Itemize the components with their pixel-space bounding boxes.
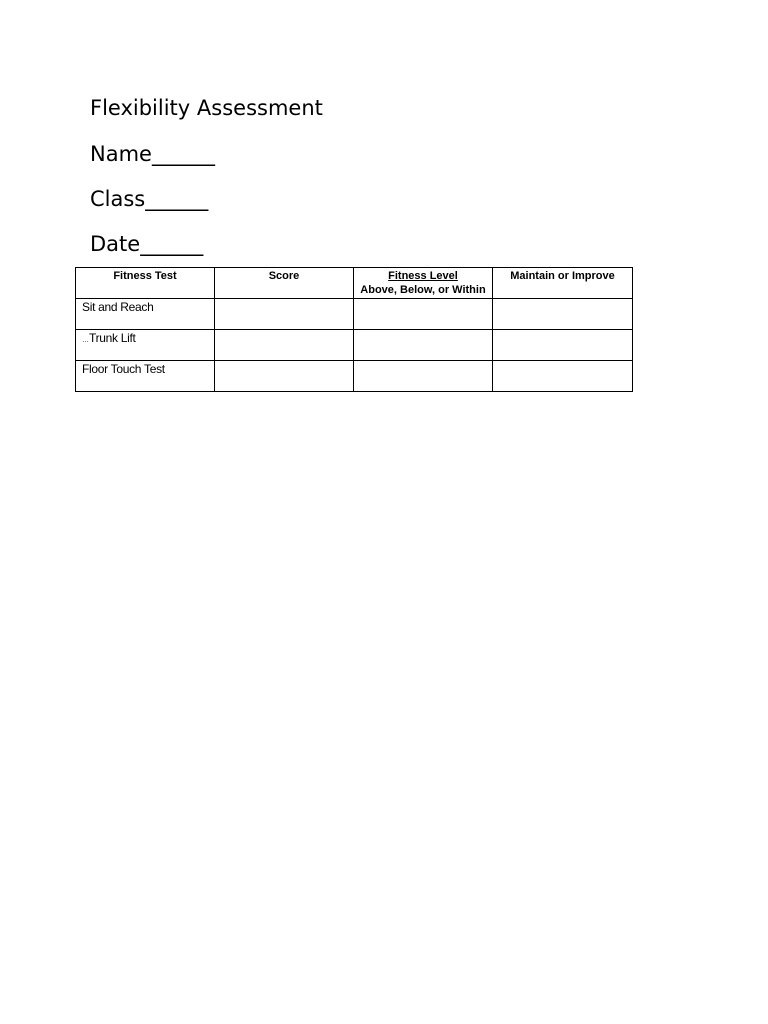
fitness-level-cell[interactable] xyxy=(354,330,493,361)
maintain-improve-cell[interactable] xyxy=(493,299,633,330)
date-field: Date______ xyxy=(90,232,204,256)
header-fitness-level-label: Fitness Level xyxy=(388,270,458,282)
fitness-level-cell[interactable] xyxy=(354,361,493,392)
header-fitness-level-sub: Above, Below, or Within xyxy=(360,284,486,296)
name-field: Name______ xyxy=(90,142,215,166)
header-fitness-test: Fitness Test xyxy=(76,268,215,299)
maintain-improve-cell[interactable] xyxy=(493,330,633,361)
flexibility-assessment-table xyxy=(75,267,633,392)
fitness-test-cell xyxy=(76,330,215,361)
score-cell[interactable] xyxy=(215,361,354,392)
score-cell[interactable] xyxy=(215,299,354,330)
fitness-test-cell xyxy=(76,299,215,330)
table-row xyxy=(76,361,633,392)
fitness-test-label: Sit and Reach xyxy=(82,300,154,314)
fitness-test-cell xyxy=(76,361,215,392)
fitness-test-label: Floor Touch Test xyxy=(82,362,165,376)
header-score: Score xyxy=(215,268,354,299)
table-row xyxy=(76,299,633,330)
fitness-level-cell[interactable] xyxy=(354,299,493,330)
header-fitness-level xyxy=(354,268,493,299)
class-field: Class______ xyxy=(90,187,209,211)
fitness-test-label: Trunk Lift xyxy=(89,331,136,345)
fitness-test-prefix: … xyxy=(82,337,89,344)
header-maintain-improve: Maintain or Improve xyxy=(493,268,633,299)
maintain-improve-cell[interactable] xyxy=(493,361,633,392)
table-row xyxy=(76,330,633,361)
document-title: Flexibility Assessment xyxy=(90,96,323,120)
score-cell[interactable] xyxy=(215,330,354,361)
table-header-row xyxy=(76,268,633,299)
